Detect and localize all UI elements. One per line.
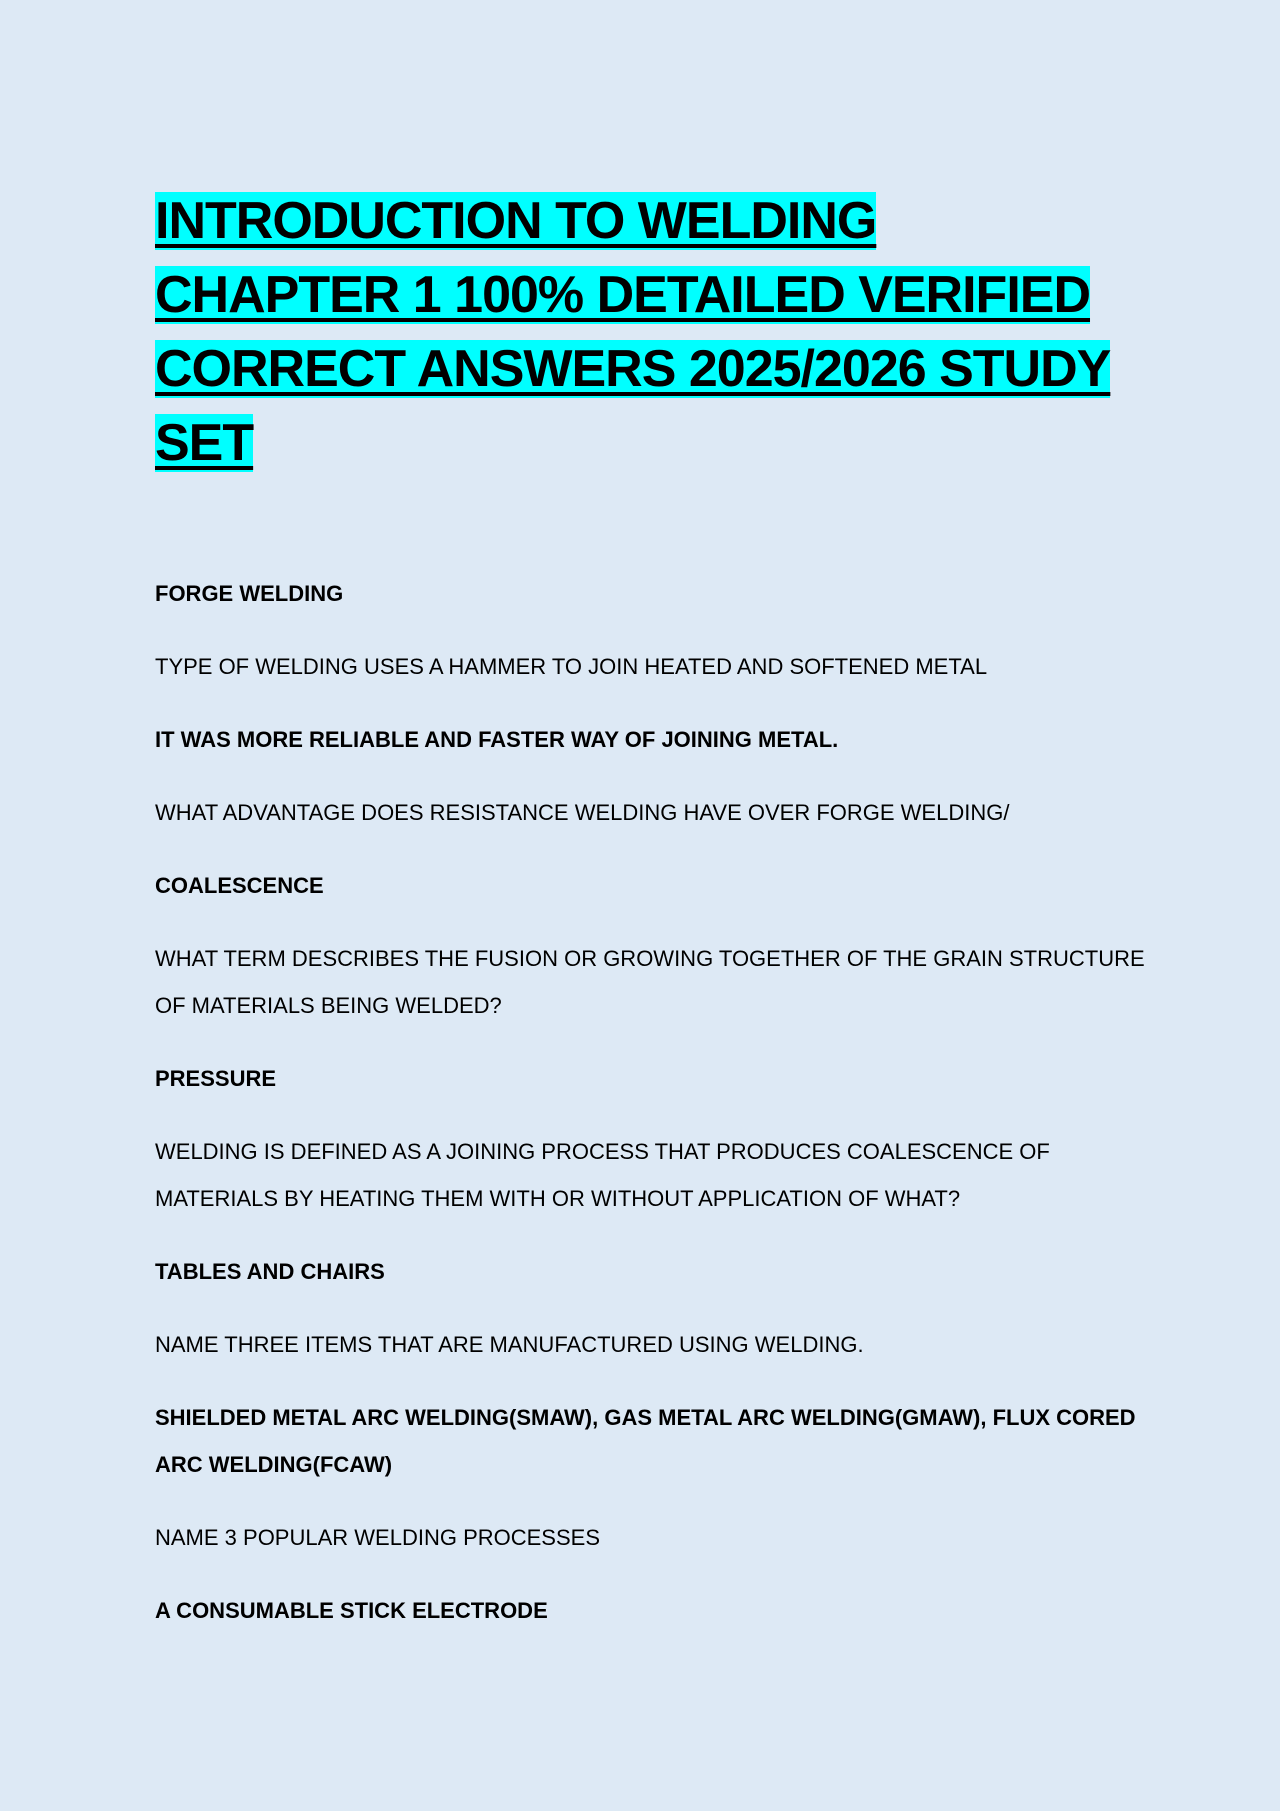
title-line: CHAPTER 1 100% DETAILED VERIFIED xyxy=(155,266,1091,324)
question-answer-list xyxy=(155,570,1145,1660)
question-text: WHAT ADVANTAGE DOES RESISTANCE WELDING HAVE OVER FORGE WELDING/ xyxy=(155,800,1010,825)
answer-term: A CONSUMABLE STICK ELECTRODE xyxy=(155,1598,548,1623)
answer-term: COALESCENCE xyxy=(155,873,324,898)
answer-term: FORGE WELDING xyxy=(155,581,344,606)
question-text: WHAT TERM DESCRIBES THE FUSION OR GROWING TOGETHER OF THE GRAIN STRUCTURE OF MATERIALS BEING WELDED? xyxy=(155,946,1145,1018)
title-line: SET xyxy=(155,414,254,472)
question-text: WELDING IS DEFINED AS A JOINING PROCESS THAT PRODUCES COALESCENCE OF MATERIALS BY HEATING THEM WITH OR WITHOUT APPLICATION OF WHAT? xyxy=(155,1139,1050,1211)
question-text: NAME THREE ITEMS THAT ARE MANUFACTURED USING WELDING. xyxy=(155,1332,864,1357)
title-line: INTRODUCTION TO WELDING xyxy=(155,192,877,250)
question-text: NAME 3 POPULAR WELDING PROCESSES xyxy=(155,1525,600,1550)
answer-term: SHIELDED METAL ARC WELDING(SMAW), GAS METAL ARC WELDING(GMAW), FLUX CORED ARC WELDING(FCAW) xyxy=(155,1405,1136,1477)
answer-term: PRESSURE xyxy=(155,1066,277,1091)
answer-term: TABLES AND CHAIRS xyxy=(155,1259,385,1284)
answer-term: IT WAS MORE RELIABLE AND FASTER WAY OF JOINING METAL. xyxy=(155,727,839,752)
title-line: CORRECT ANSWERS 2025/2026 STUDY xyxy=(155,340,1111,398)
question-text: TYPE OF WELDING USES A HAMMER TO JOIN HEATED AND SOFTENED METAL xyxy=(155,654,988,679)
document-title xyxy=(155,184,1135,480)
